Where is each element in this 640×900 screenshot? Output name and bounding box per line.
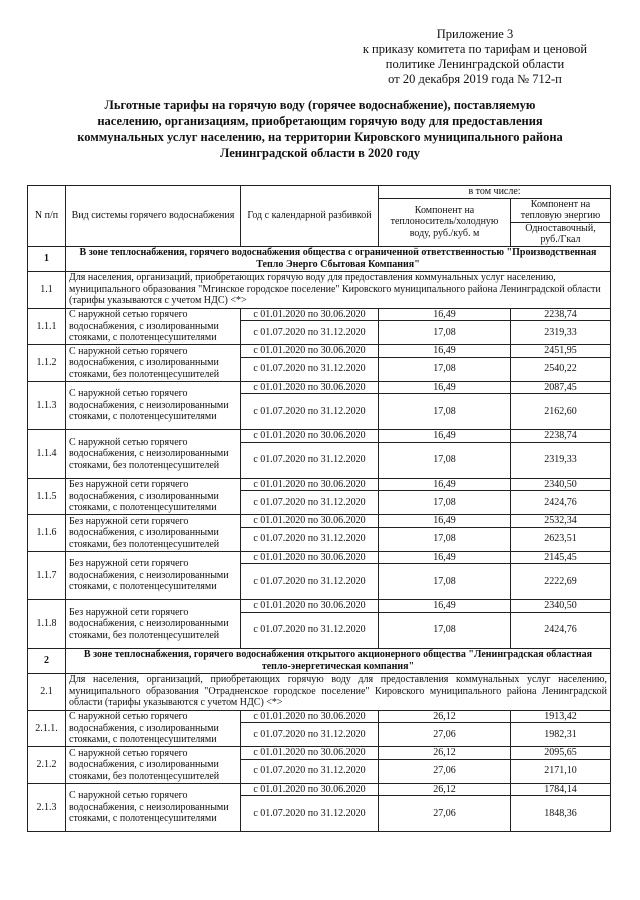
section-title: В зоне теплоснабжения, горячего водоснабжения общества с ограниченной ответственностью "Производственная Тепло Энерго Сбытовая Компания" [66, 246, 611, 271]
table-row [28, 478, 611, 491]
header-thermal: Компонент на тепловую энергию [511, 198, 611, 222]
water-component: 17,08 [379, 394, 511, 430]
thermal-component: 2319,33 [511, 442, 611, 478]
table-row [28, 551, 611, 564]
consumer-num: 2.1 [28, 673, 66, 710]
title-line: населению, организациям, приобретающим горячую воду для предоставления [97, 114, 543, 128]
period-cell: с 01.01.2020 по 30.06.2020 [241, 478, 379, 491]
thermal-component: 2424,76 [511, 612, 611, 648]
water-component: 17,08 [379, 442, 511, 478]
thermal-component: 2340,50 [511, 478, 611, 491]
document-title [40, 97, 600, 161]
row-num: 2.1.2 [28, 747, 66, 784]
table-row [28, 430, 611, 443]
system-type: С наружной сетью горячего водоснабжения, с неизолированными стояками, с полотенцесушителями [66, 783, 241, 832]
period-cell: с 01.07.2020 по 31.12.2020 [241, 723, 379, 747]
period-cell: с 01.07.2020 по 31.12.2020 [241, 442, 379, 478]
water-component: 16,49 [379, 430, 511, 443]
thermal-component: 1982,31 [511, 723, 611, 747]
title-line: Ленинградской области в 2020 году [219, 146, 421, 160]
water-component: 17,08 [379, 527, 511, 551]
water-component: 27,06 [379, 723, 511, 747]
row-num: 1.1.7 [28, 551, 66, 600]
water-component: 16,49 [379, 600, 511, 613]
water-component: 16,49 [379, 308, 511, 321]
period-cell: с 01.07.2020 по 31.12.2020 [241, 527, 379, 551]
system-type: С наружной сетью горячего водоснабжения, с неизолированными стояками, без полотенцесушителей [66, 430, 241, 479]
table-row [28, 345, 611, 358]
row-num: 1.1.5 [28, 478, 66, 515]
thermal-component: 2451,95 [511, 345, 611, 358]
water-component: 16,49 [379, 515, 511, 528]
table-body [28, 246, 611, 832]
header-including: в том числе: [379, 186, 611, 199]
system-type: С наружной сетью горячего водоснабжения, с изолированными стояками, без полотенцесушителей [66, 345, 241, 382]
period-cell: с 01.01.2020 по 30.06.2020 [241, 308, 379, 321]
period-cell: с 01.07.2020 по 31.12.2020 [241, 394, 379, 430]
appendix-header [330, 27, 620, 87]
table-row [28, 747, 611, 760]
water-component: 26,12 [379, 710, 511, 723]
thermal-component: 2424,76 [511, 491, 611, 515]
thermal-component: 2171,10 [511, 759, 611, 783]
period-cell: с 01.07.2020 по 31.12.2020 [241, 759, 379, 783]
system-type: Без наружной сети горячего водоснабжения, с изолированными стояками, с полотенцесушителями [66, 478, 241, 515]
period-cell: с 01.01.2020 по 30.06.2020 [241, 783, 379, 796]
row-num: 1.1.1 [28, 308, 66, 345]
row-num: 2.1.3 [28, 783, 66, 832]
period-cell: с 01.01.2020 по 30.06.2020 [241, 747, 379, 760]
appendix-line: политике Ленинградской области [385, 57, 565, 71]
system-type: С наружной сетью горячего водоснабжения, с неизолированными стояками, с полотенцесушителями [66, 381, 241, 430]
appendix-line: к приказу комитета по тарифам и ценовой [362, 42, 588, 56]
period-cell: с 01.01.2020 по 30.06.2020 [241, 430, 379, 443]
water-component: 17,08 [379, 491, 511, 515]
table-row [28, 515, 611, 528]
consumer-num: 1.1 [28, 271, 66, 308]
thermal-component: 2238,74 [511, 430, 611, 443]
thermal-component: 2319,33 [511, 321, 611, 345]
section-row [28, 246, 611, 271]
water-component: 26,12 [379, 747, 511, 760]
water-component: 27,06 [379, 796, 511, 832]
water-component: 16,49 [379, 551, 511, 564]
period-cell: с 01.01.2020 по 30.06.2020 [241, 551, 379, 564]
water-component: 16,49 [379, 345, 511, 358]
section-num: 2 [28, 648, 66, 673]
thermal-component: 1848,36 [511, 796, 611, 832]
section-title: В зоне теплоснабжения, горячего водоснабжения открытого акционерного общества "Ленинградская областная тепло-энергетическая компания" [66, 648, 611, 673]
period-cell: с 01.07.2020 по 31.12.2020 [241, 491, 379, 515]
table-row [28, 783, 611, 796]
water-component: 27,06 [379, 759, 511, 783]
table-row [28, 600, 611, 613]
row-num: 1.1.8 [28, 600, 66, 649]
section-num: 1 [28, 246, 66, 271]
consumer-description: Для населения, организаций, приобретающих горячую воду для предоставления коммунальных услуг населению, муниципального образования "Отрадненское городское поселение" Кировского муниципального района Ленинградской области (тарифы указываются с учетом НДС) <*> [66, 673, 611, 710]
water-component: 17,08 [379, 321, 511, 345]
thermal-component: 1913,42 [511, 710, 611, 723]
water-component: 17,08 [379, 612, 511, 648]
system-type: Без наружной сети горячего водоснабжения, с неизолированными стояками, без полотенцесушителей [66, 600, 241, 649]
row-num: 1.1.3 [28, 381, 66, 430]
title-line: коммунальных услуг населению, на территории Кировского муниципального района [77, 130, 563, 144]
water-component: 16,49 [379, 381, 511, 394]
consumer-description: Для населения, организаций, приобретающих горячую воду для предоставления коммунальных услуг населению, муниципального образования "Мгинское городское поселение" Кировского муниципального района Ленинградской области (тарифы указываются с учетом НДС) <*> [66, 271, 611, 308]
thermal-component: 2087,45 [511, 381, 611, 394]
title-line: Льготные тарифы на горячую воду (горячее водоснабжение), поставляемую [104, 98, 536, 112]
period-cell: с 01.01.2020 по 30.06.2020 [241, 381, 379, 394]
thermal-component: 2238,74 [511, 308, 611, 321]
thermal-component: 2340,50 [511, 600, 611, 613]
period-cell: с 01.07.2020 по 31.12.2020 [241, 321, 379, 345]
header-year: Год с календарной разбивкой [241, 186, 379, 247]
system-type: Без наружной сети горячего водоснабжения, с неизолированными стояками, с полотенцесушителями [66, 551, 241, 600]
thermal-component: 2095,65 [511, 747, 611, 760]
water-component: 17,08 [379, 357, 511, 381]
period-cell: с 01.07.2020 по 31.12.2020 [241, 612, 379, 648]
consumer-row [28, 271, 611, 308]
water-component: 17,08 [379, 564, 511, 600]
header-carrier: Компонент на теплоноситель/холодную воду, руб./куб. м [379, 198, 511, 246]
period-cell: с 01.07.2020 по 31.12.2020 [241, 564, 379, 600]
row-num: 1.1.2 [28, 345, 66, 382]
row-num: 1.1.6 [28, 515, 66, 552]
thermal-component: 2540,22 [511, 357, 611, 381]
thermal-component: 2623,51 [511, 527, 611, 551]
water-component: 26,12 [379, 783, 511, 796]
table-row [28, 308, 611, 321]
period-cell: с 01.01.2020 по 30.06.2020 [241, 710, 379, 723]
header-num: N п/п [28, 186, 66, 247]
table-row [28, 381, 611, 394]
thermal-component: 1784,14 [511, 783, 611, 796]
section-row [28, 648, 611, 673]
period-cell: с 01.01.2020 по 30.06.2020 [241, 515, 379, 528]
system-type: С наружной сетью горячего водоснабжения, с изолированными стояками, с полотенцесушителями [66, 710, 241, 747]
system-type: Без наружной сети горячего водоснабжения, с изолированными стояками, без полотенцесушителей [66, 515, 241, 552]
system-type: С наружной сетью горячего водоснабжения, с изолированными стояками, без полотенцесушителей [66, 747, 241, 784]
system-type: С наружной сетью горячего водоснабжения, с изолированными стояками, с полотенцесушителями [66, 308, 241, 345]
table-row [28, 710, 611, 723]
thermal-component: 2222,69 [511, 564, 611, 600]
period-cell: с 01.07.2020 по 31.12.2020 [241, 357, 379, 381]
thermal-component: 2532,34 [511, 515, 611, 528]
row-num: 1.1.4 [28, 430, 66, 479]
appendix-line: от 20 декабря 2019 года № 712-п [388, 72, 562, 86]
appendix-line: Приложение 3 [436, 27, 514, 41]
row-num: 2.1.1. [28, 710, 66, 747]
consumer-row [28, 673, 611, 710]
tariff-table [27, 185, 611, 832]
period-cell: с 01.01.2020 по 30.06.2020 [241, 345, 379, 358]
period-cell: с 01.01.2020 по 30.06.2020 [241, 600, 379, 613]
header-system: Вид системы горячего водоснабжения [66, 186, 241, 247]
period-cell: с 01.07.2020 по 31.12.2020 [241, 796, 379, 832]
header-single-rate: Одноставочный, руб./Гкал [511, 222, 611, 246]
thermal-component: 2162,60 [511, 394, 611, 430]
water-component: 16,49 [379, 478, 511, 491]
thermal-component: 2145,45 [511, 551, 611, 564]
